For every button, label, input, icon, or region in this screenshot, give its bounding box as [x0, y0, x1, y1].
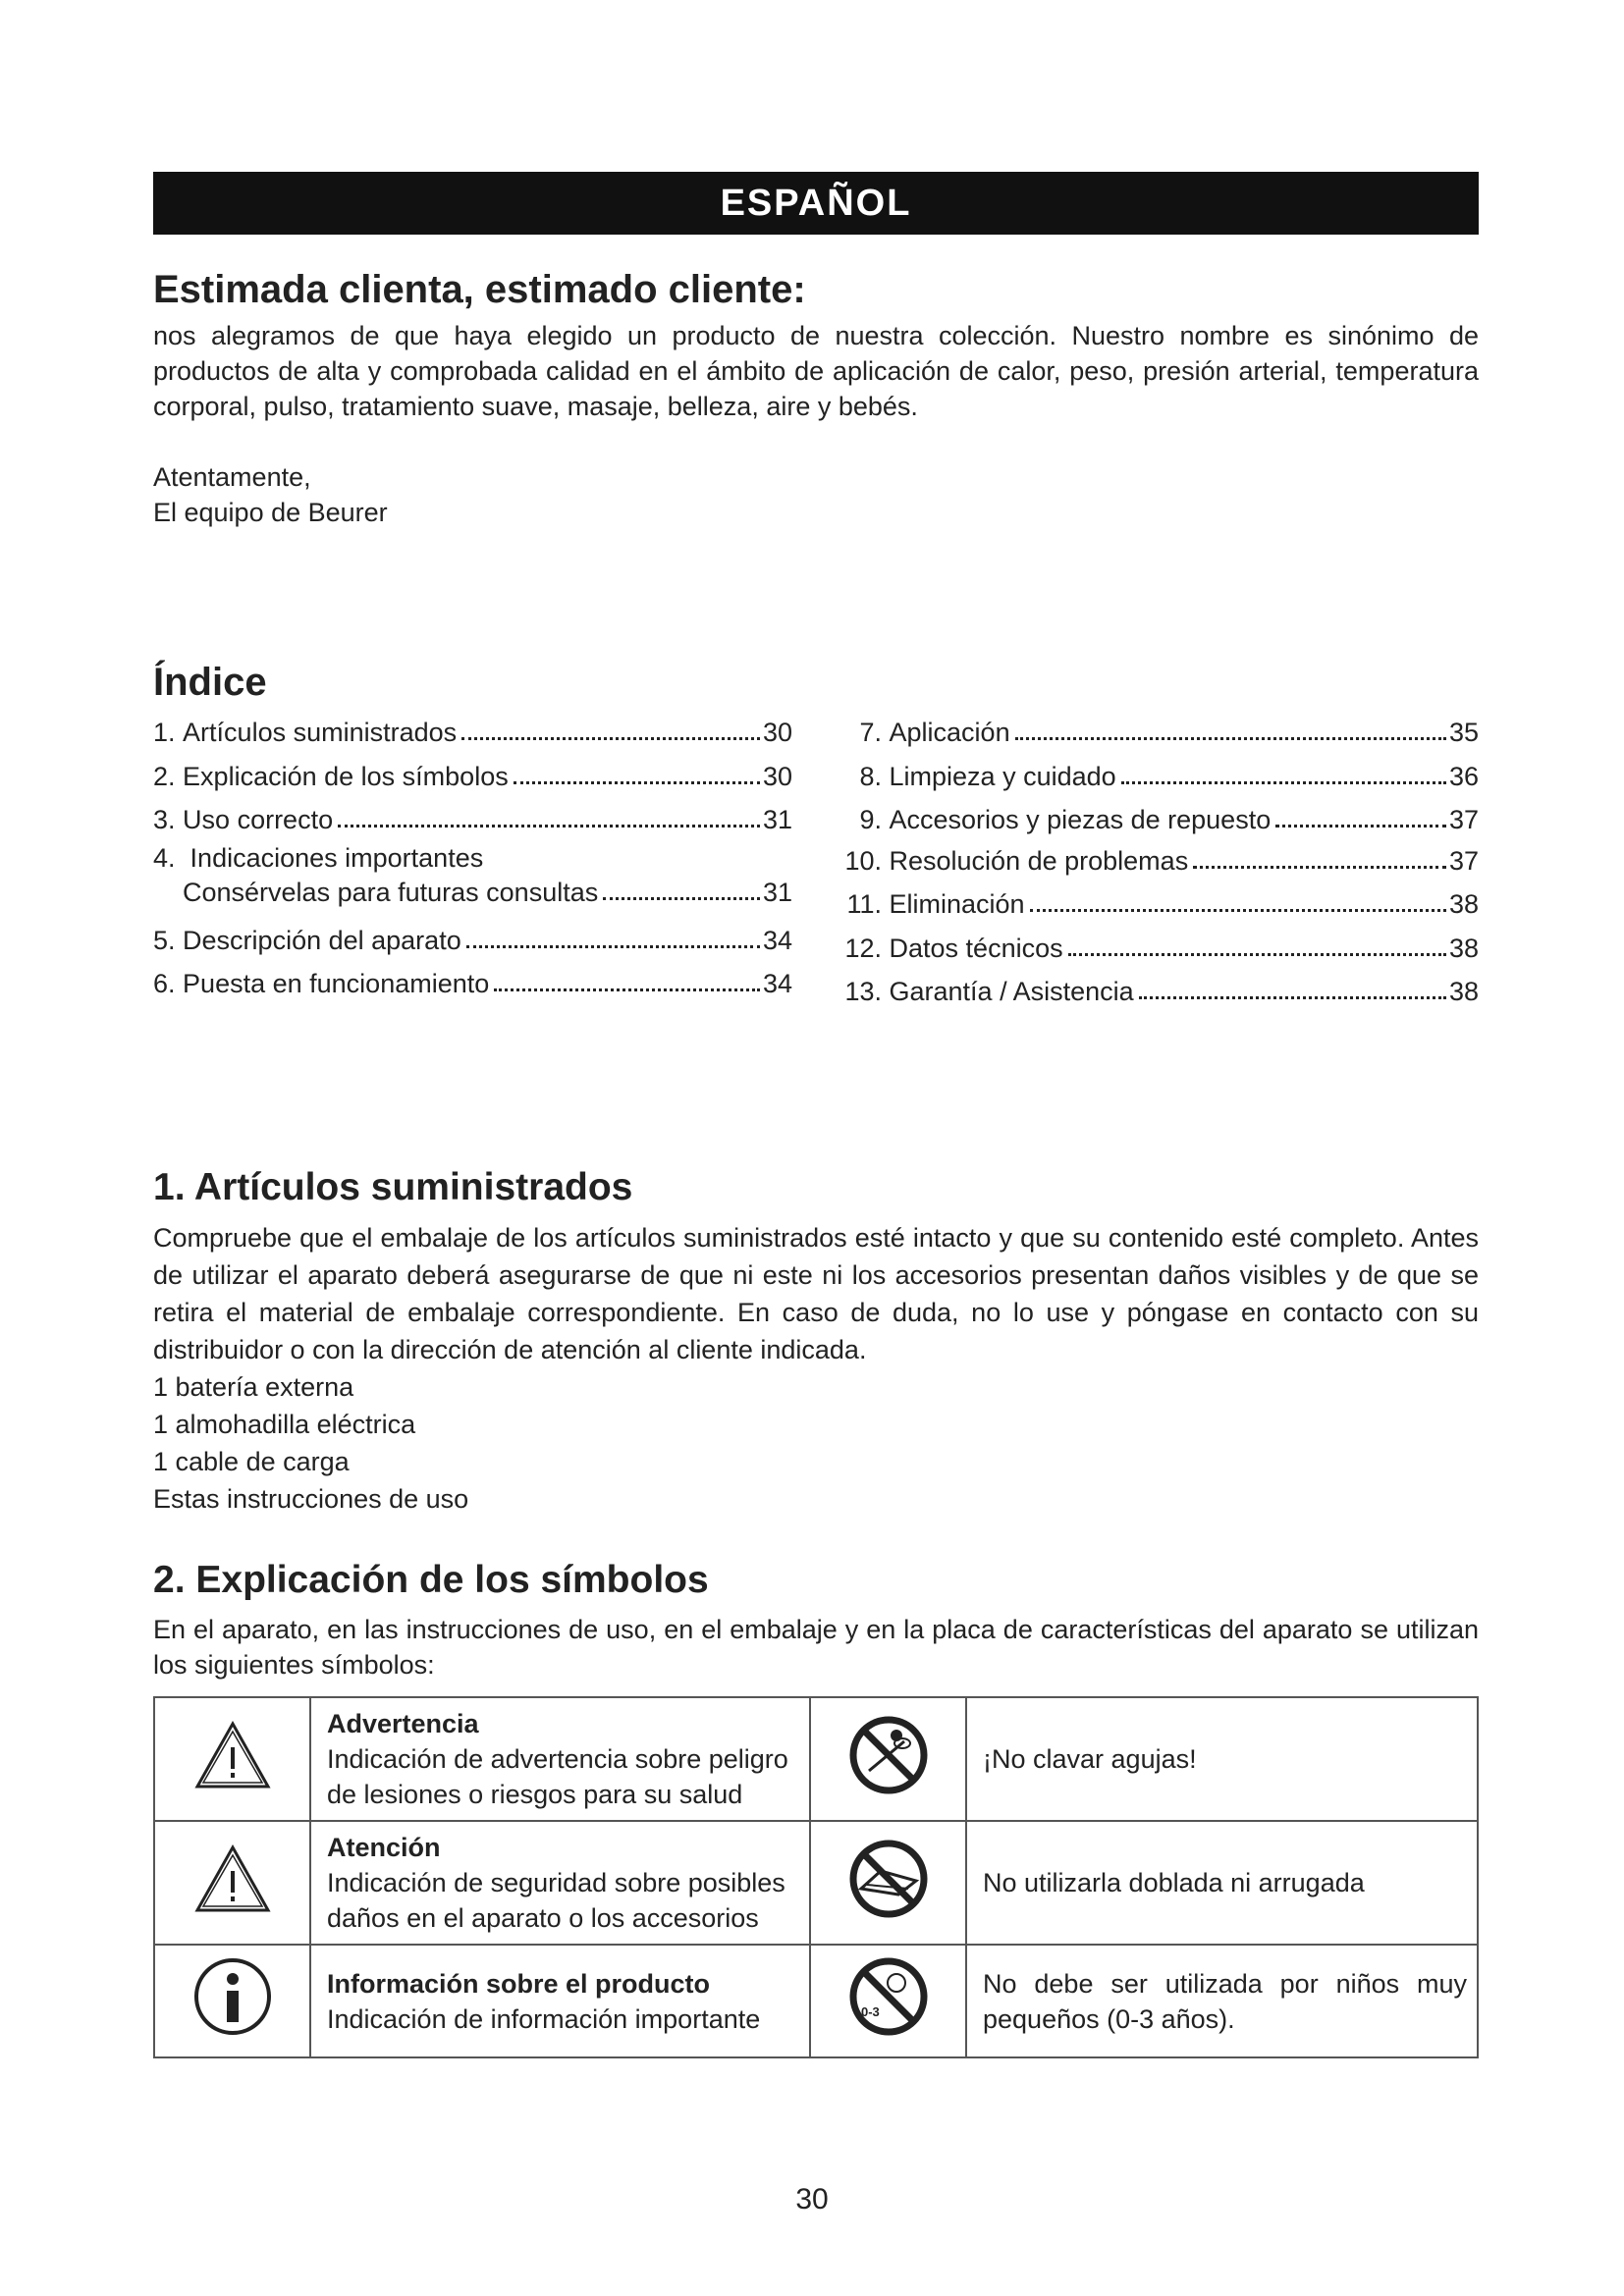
toc-item[interactable]: [840, 884, 1479, 920]
toc-item-number: 3.: [153, 805, 176, 834]
symbol-title: Advertencia: [327, 1709, 479, 1738]
symbol-description: [310, 1821, 810, 1945]
toc-item[interactable]: [153, 921, 792, 956]
symbol-cell: [810, 1821, 966, 1945]
symbol-cell: [154, 1697, 310, 1821]
symbol-description: [310, 1945, 810, 2057]
symbol-cell: [810, 1697, 966, 1821]
symbol-title: Información sobre el producto: [327, 1968, 711, 1999]
toc-item-number: 6.: [153, 969, 176, 998]
symbol-text: No debe ser utilizada por niños muy pequeños (0-3 años).: [983, 1968, 1467, 2034]
list-item: Estas instrucciones de uso: [153, 1484, 469, 1514]
toc-item-label: Descripción del aparato: [183, 926, 461, 955]
list-item: 1 batería externa: [153, 1372, 354, 1402]
toc-item[interactable]: [840, 841, 1479, 877]
toc-item-label: Datos técnicos: [889, 934, 1063, 963]
greeting-title: Estimada clienta, estimado cliente:: [153, 268, 806, 311]
toc-item-label: Eliminación: [889, 889, 1025, 919]
greeting-section: [153, 268, 1479, 530]
no-folding-icon: [847, 1838, 930, 1920]
toc-item-sub[interactable]: [183, 873, 792, 908]
symbol-text: ¡No clavar agujas!: [983, 1744, 1197, 1774]
toc-item-label: Garantía / Asistencia: [889, 977, 1134, 1006]
table-row: [154, 1821, 1478, 1945]
toc-item[interactable]: [153, 800, 792, 835]
symbol-cell: [154, 1821, 310, 1945]
no-needles-icon: [847, 1714, 930, 1796]
age-label: 0-3: [860, 2004, 880, 2019]
table-of-contents: [153, 713, 1479, 1017]
toc-item-number: 1.: [153, 718, 176, 747]
toc-item-page: 34: [762, 969, 792, 998]
symbol-cell: [810, 1945, 966, 2057]
table-row: [154, 1945, 1478, 2057]
toc-item[interactable]: [840, 757, 1479, 792]
warning-triangle-icon: [193, 1843, 272, 1914]
info-circle-icon: [191, 1955, 274, 2038]
toc-item-number: 12.: [844, 934, 882, 963]
list-item: 1 cable de carga: [153, 1447, 350, 1476]
toc-item-page: 31: [762, 878, 792, 907]
symbol-title: Atención: [327, 1833, 441, 1862]
toc-item[interactable]: [840, 800, 1479, 835]
no-small-children-icon: [847, 1955, 930, 2038]
toc-item-number: 2.: [153, 762, 176, 791]
toc-item[interactable]: [153, 713, 792, 748]
toc-item-number: 8.: [859, 762, 882, 791]
toc-item-label: Resolución de problemas: [889, 846, 1189, 876]
toc-item-number: 7.: [859, 718, 882, 747]
toc-item-number: 13.: [844, 977, 882, 1006]
greeting-signature: El equipo de Beurer: [153, 498, 388, 527]
symbol-text: Indicación de advertencia sobre peligro de lesiones o riesgos para su salud: [327, 1744, 788, 1809]
symbol-description: [966, 1697, 1478, 1821]
symbol-description: [310, 1697, 810, 1821]
section-title: 2. Explicación de los símbolos: [153, 1559, 709, 1601]
toc-item-page: 30: [762, 762, 792, 791]
toc-item-label: Indicaciones importantes: [189, 843, 484, 873]
section-articles: [153, 1166, 1479, 1518]
toc-item-page: 34: [762, 926, 792, 955]
toc-item[interactable]: [840, 713, 1479, 748]
language-banner: ESPAÑOL: [153, 172, 1479, 235]
toc-item-page: 37: [1448, 805, 1479, 834]
toc-item[interactable]: [840, 929, 1479, 964]
greeting-text: nos alegramos de que haya elegido un producto de nuestra colección. Nuestro nombre es sinónimo de productos de alta y comprobada calidad en el ámbito de aplicación de calor, peso, presión arterial, temperatura corporal, pulso, tratamiento suave, masaje, belleza, aire y bebés.: [153, 321, 1479, 421]
toc-item-page: 38: [1448, 934, 1479, 963]
toc-item-page: 38: [1448, 889, 1479, 919]
symbol-text: Indicación de información importante: [327, 2003, 761, 2034]
toc-item-page: 31: [762, 805, 792, 834]
symbol-description: [966, 1821, 1478, 1945]
warning-triangle-icon: [193, 1720, 272, 1790]
symbol-text: No utilizarla doblada ni arrugada: [983, 1868, 1365, 1897]
toc-heading-wrap: [153, 661, 1479, 705]
toc-item-label: Aplicación: [889, 718, 1010, 747]
section-symbols: [153, 1559, 1479, 1682]
section-text: Compruebe que el embalaje de los artículos suministrados esté intacto y que su contenido esté completo. Antes de utilizar el aparato deberá asegurarse de que ni este ni los accesorios presentan daños visibles y de que se retira el material de embalaje correspondiente. En caso de duda, no lo use y póngase en contacto con su distribuidor o con la dirección de atención al cliente indicada.: [153, 1223, 1479, 1364]
table-row: [154, 1697, 1478, 1821]
toc-item-number: 11.: [846, 889, 882, 919]
toc-item-sublabel: Consérvelas para futuras consultas: [183, 878, 599, 907]
section-title: 1. Artículos suministrados: [153, 1166, 633, 1208]
toc-item-number: 5.: [153, 926, 176, 955]
section-text: En el aparato, en las instrucciones de uso, en el embalaje y en la placa de características del aparato se utilizan los siguientes símbolos:: [153, 1615, 1479, 1680]
toc-item[interactable]: [840, 972, 1479, 1007]
toc-item-page: 37: [1448, 846, 1479, 876]
toc-item-number: 9.: [859, 805, 882, 834]
symbols-table: [153, 1696, 1479, 2058]
toc-item-page: 36: [1448, 762, 1479, 791]
symbol-cell: [154, 1945, 310, 2057]
toc-item-label: Artículos suministrados: [183, 718, 458, 747]
symbol-text: Indicación de seguridad sobre posibles daños en el aparato o los accesorios: [327, 1868, 785, 1933]
toc-item-label: Puesta en funcionamiento: [183, 969, 490, 998]
toc-item-number: 10.: [844, 846, 882, 876]
toc-item[interactable]: [153, 964, 792, 999]
toc-item-label: Limpieza y cuidado: [889, 762, 1116, 791]
toc-item-label: Accesorios y piezas de repuesto: [889, 805, 1272, 834]
toc-item-page: 35: [1448, 718, 1479, 747]
greeting-closing: Atentamente,: [153, 462, 311, 492]
toc-item[interactable]: [153, 838, 792, 874]
toc-item-label: Explicación de los símbolos: [183, 762, 509, 791]
page-number: 30: [795, 2183, 829, 2216]
toc-title: Índice: [153, 661, 267, 704]
toc-item-page: 30: [762, 718, 792, 747]
toc-item-page: 38: [1448, 977, 1479, 1006]
toc-item-number: 4.: [153, 843, 176, 873]
toc-item-label: Uso correcto: [183, 805, 334, 834]
list-item: 1 almohadilla eléctrica: [153, 1410, 416, 1439]
symbol-description: [966, 1945, 1478, 2057]
toc-item[interactable]: [153, 757, 792, 792]
